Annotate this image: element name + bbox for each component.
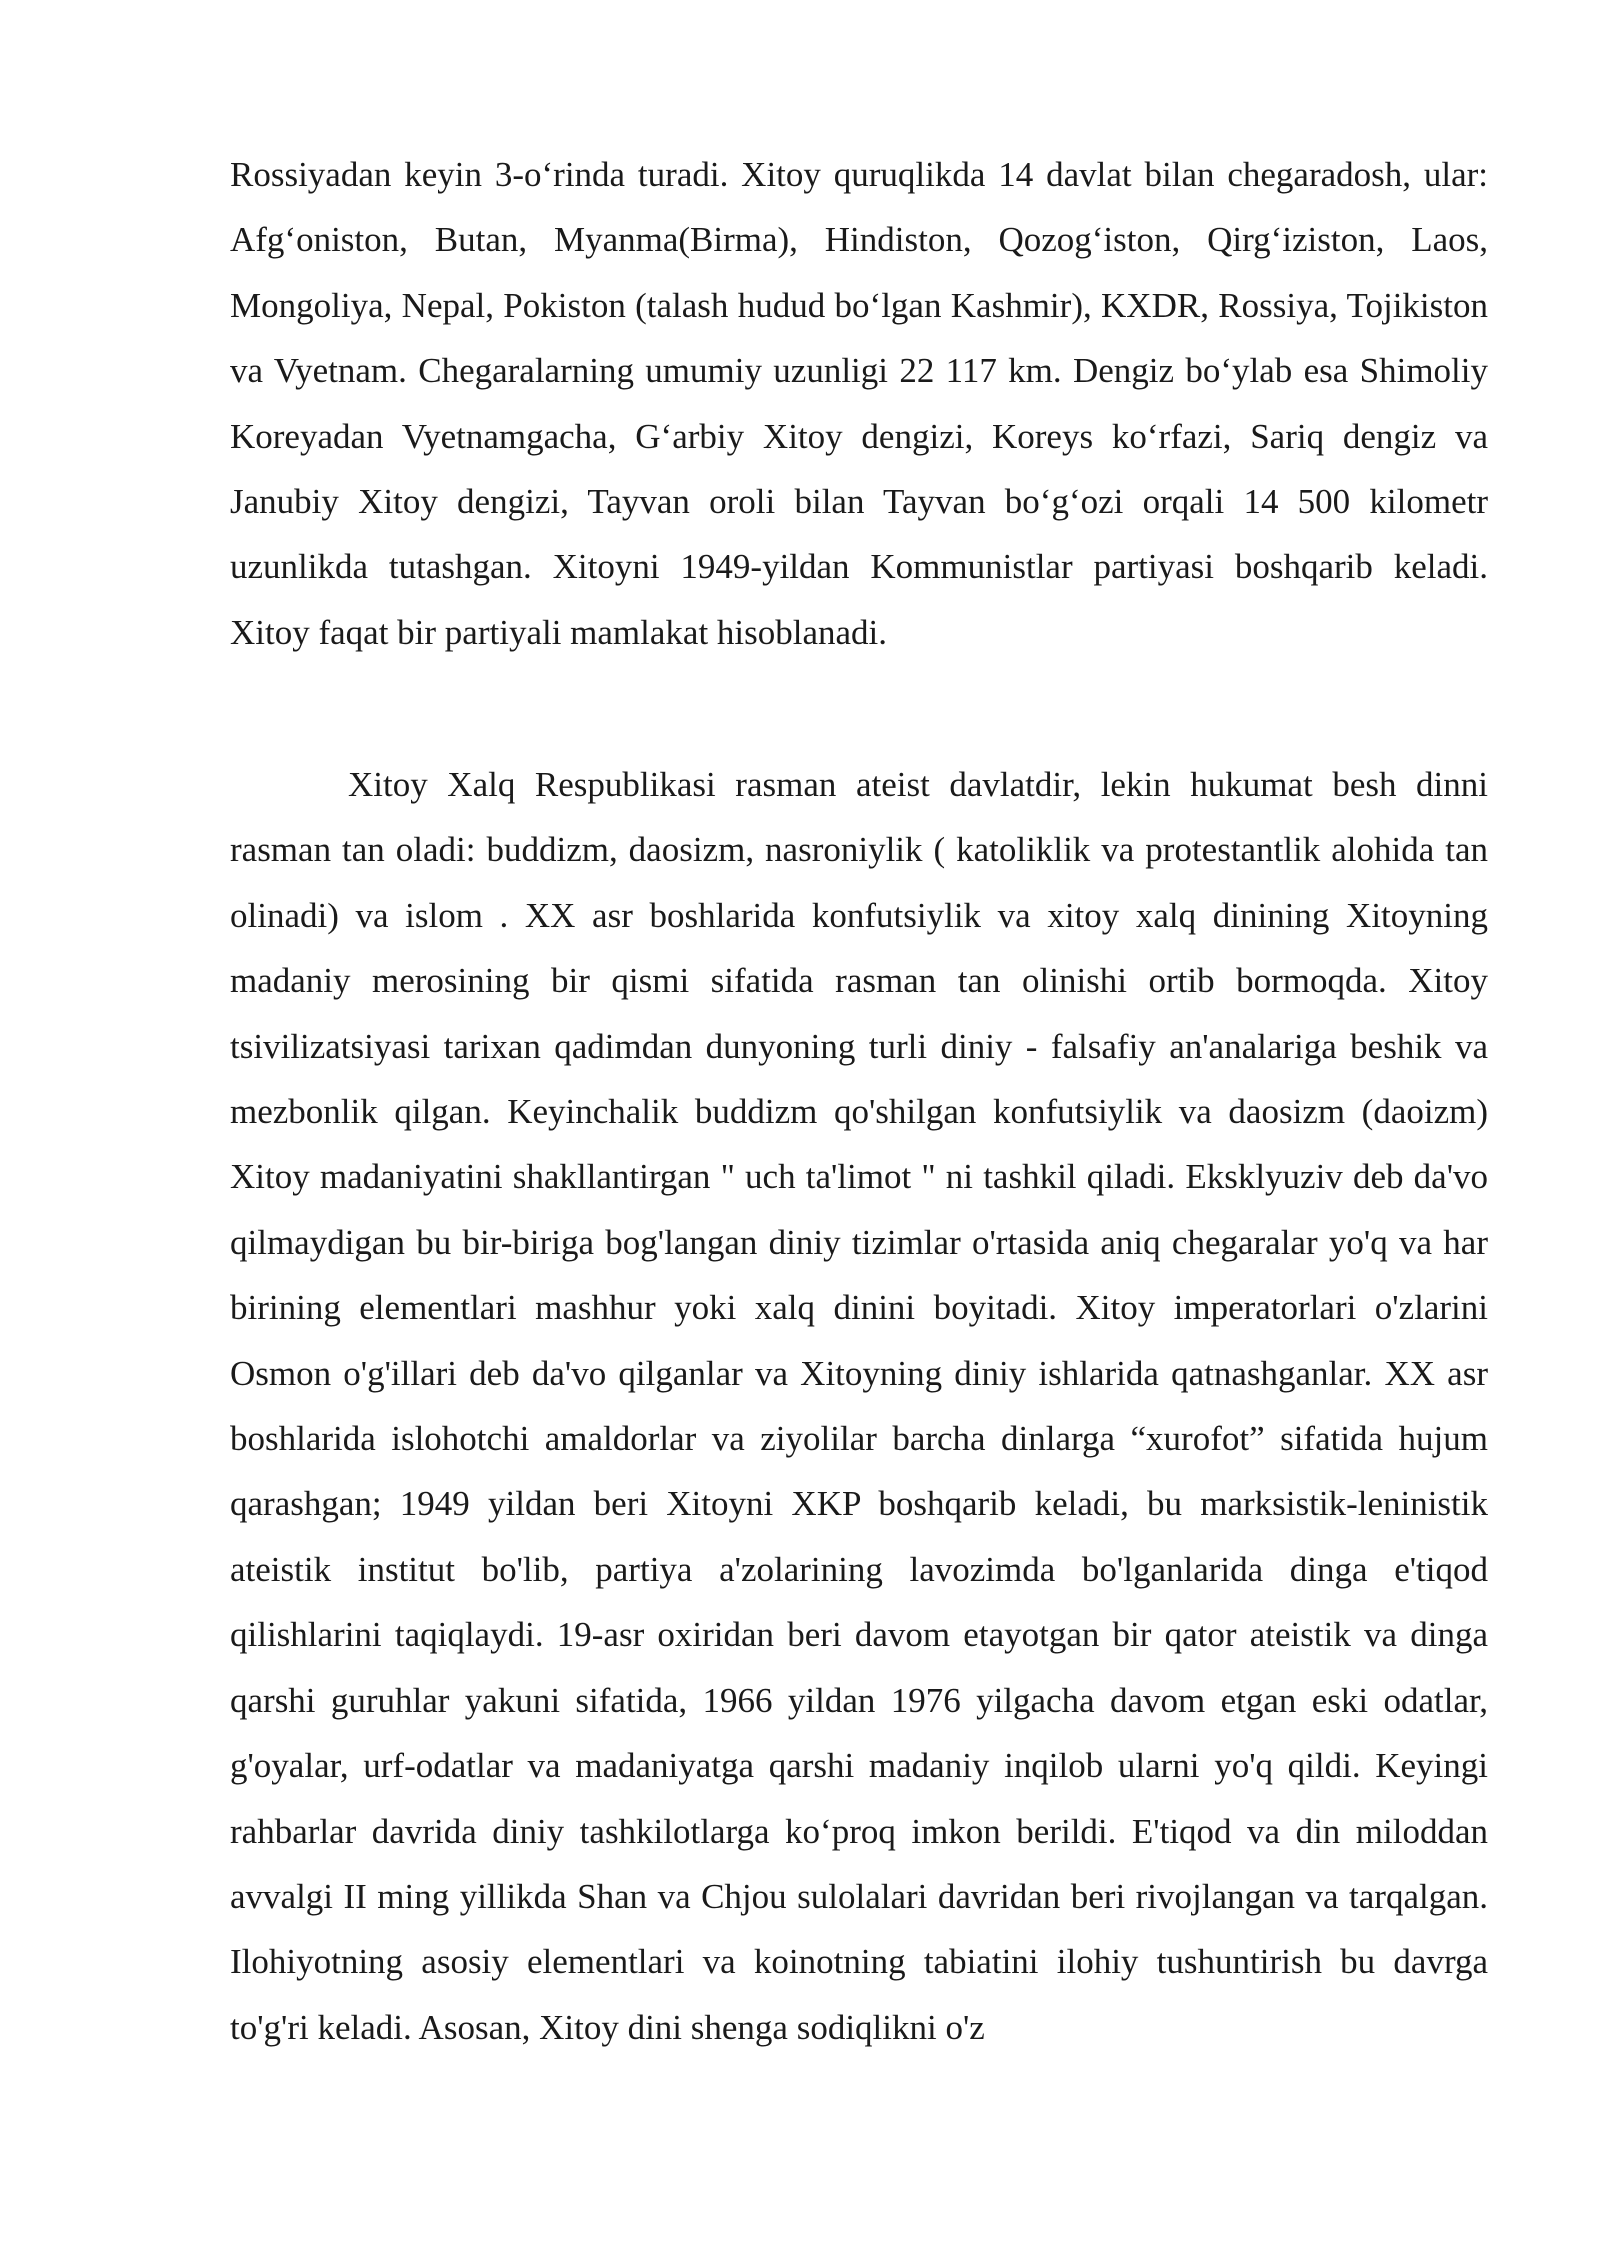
paragraph-1: Rossiyadan keyin 3-o‘rinda turadi. Xitoy quruqlikda 14 davlat bilan chegaradosh, ular: Afg‘oniston, Butan, Myanma(Birma), Hindiston, Qozog‘iston, Qirg‘iziston, Laos, Mongoliya, Nepal, Pokiston (talash hudud bo‘lgan Kashmir), KXDR, Rossiya, Tojikiston va Vyetnam. Chegaralarning umumiy uzunligi 22 117 km. Dengiz bo‘ylab esa Shimoliy Koreyadan Vyetnamgacha, G‘arbiy Xitoy dengizi, Koreys ko‘rfazi, Sariq dengiz va Janubiy Xitoy dengizi, Tayvan oroli bilan Tayvan bo‘g‘ozi orqali 14 500 kilometr uzunlikda tutashgan. Xitoyni 1949-yildan Kommunistlar partiyasi boshqarib keladi. Xitoy faqat bir partiyali mamlakat hisoblanadi. [230, 155, 1488, 652]
paragraph-2: Xitoy Xalq Respublikasi rasman ateist davlatdir, lekin hukumat besh dinni rasman tan oladi: buddizm, daosizm, nasroniylik ( katoliklik va protestantlik alohida tan olinadi) va islom . XX asr boshlarida konfutsiylik va xitoy xalq dinining Xitoyning madaniy merosining bir qismi sifatida rasman tan olinishi ortib bormoqda. Xitoy tsivilizatsiyasi tarixan qadimdan dunyoning turli diniy - falsafiy an'analariga beshik va mezbonlik qilgan. Keyinchalik buddizm qo'shilgan konfutsiylik va daosizm (daoizm) Xitoy madaniyatini shakllantirgan " uch ta'limot " ni tashkil qiladi. Eksklyuziv deb da'vo qilmaydigan bu bir-biriga bog'langan diniy tizimlar o'rtasida aniq chegaralar yo'q va har birining elementlari mashhur yoki xalq dinini boyitadi. Xitoy imperatorlari o'zlarini Osmon o'g'illari deb da'vo qilganlar va Xitoyning diniy ishlarida qatnashganlar. XX asr boshlarida islohotchi amaldorlar va ziyolilar barcha dinlarga “xurofot” sifatida hujum qarashgan; 1949 yildan beri Xitoyni XKP boshqarib keladi, bu marksistik-leninistik ateistik institut bo'lib, partiya a'zolarining lavozimda bo'lganlarida dinga e'tiqod qilishlarini taqiqlaydi. 19-asr oxiridan beri davom etayotgan bir qator ateistik va dinga qarshi guruhlar yakuni sifatida, 1966 yildan 1976 yilgacha davom etgan eski odatlar, g'oyalar, urf-odatlar va madaniyatga qarshi madaniy inqilob ularni yo'q qildi. Keyingi rahbarlar davrida diniy tashkilotlarga ko‘proq imkon berildi. E'tiqod va din miloddan avvalgi II ming yillikda Shan va Chjou sulolalari davridan beri rivojlangan va tarqalgan. Ilohiyotning asosiy elementlari va koinotning tabiatini ilohiy tushuntirish bu davrga to'g'ri keladi. Asosan, Xitoy dini shenga sodiqlikni o'z [230, 765, 1488, 2047]
